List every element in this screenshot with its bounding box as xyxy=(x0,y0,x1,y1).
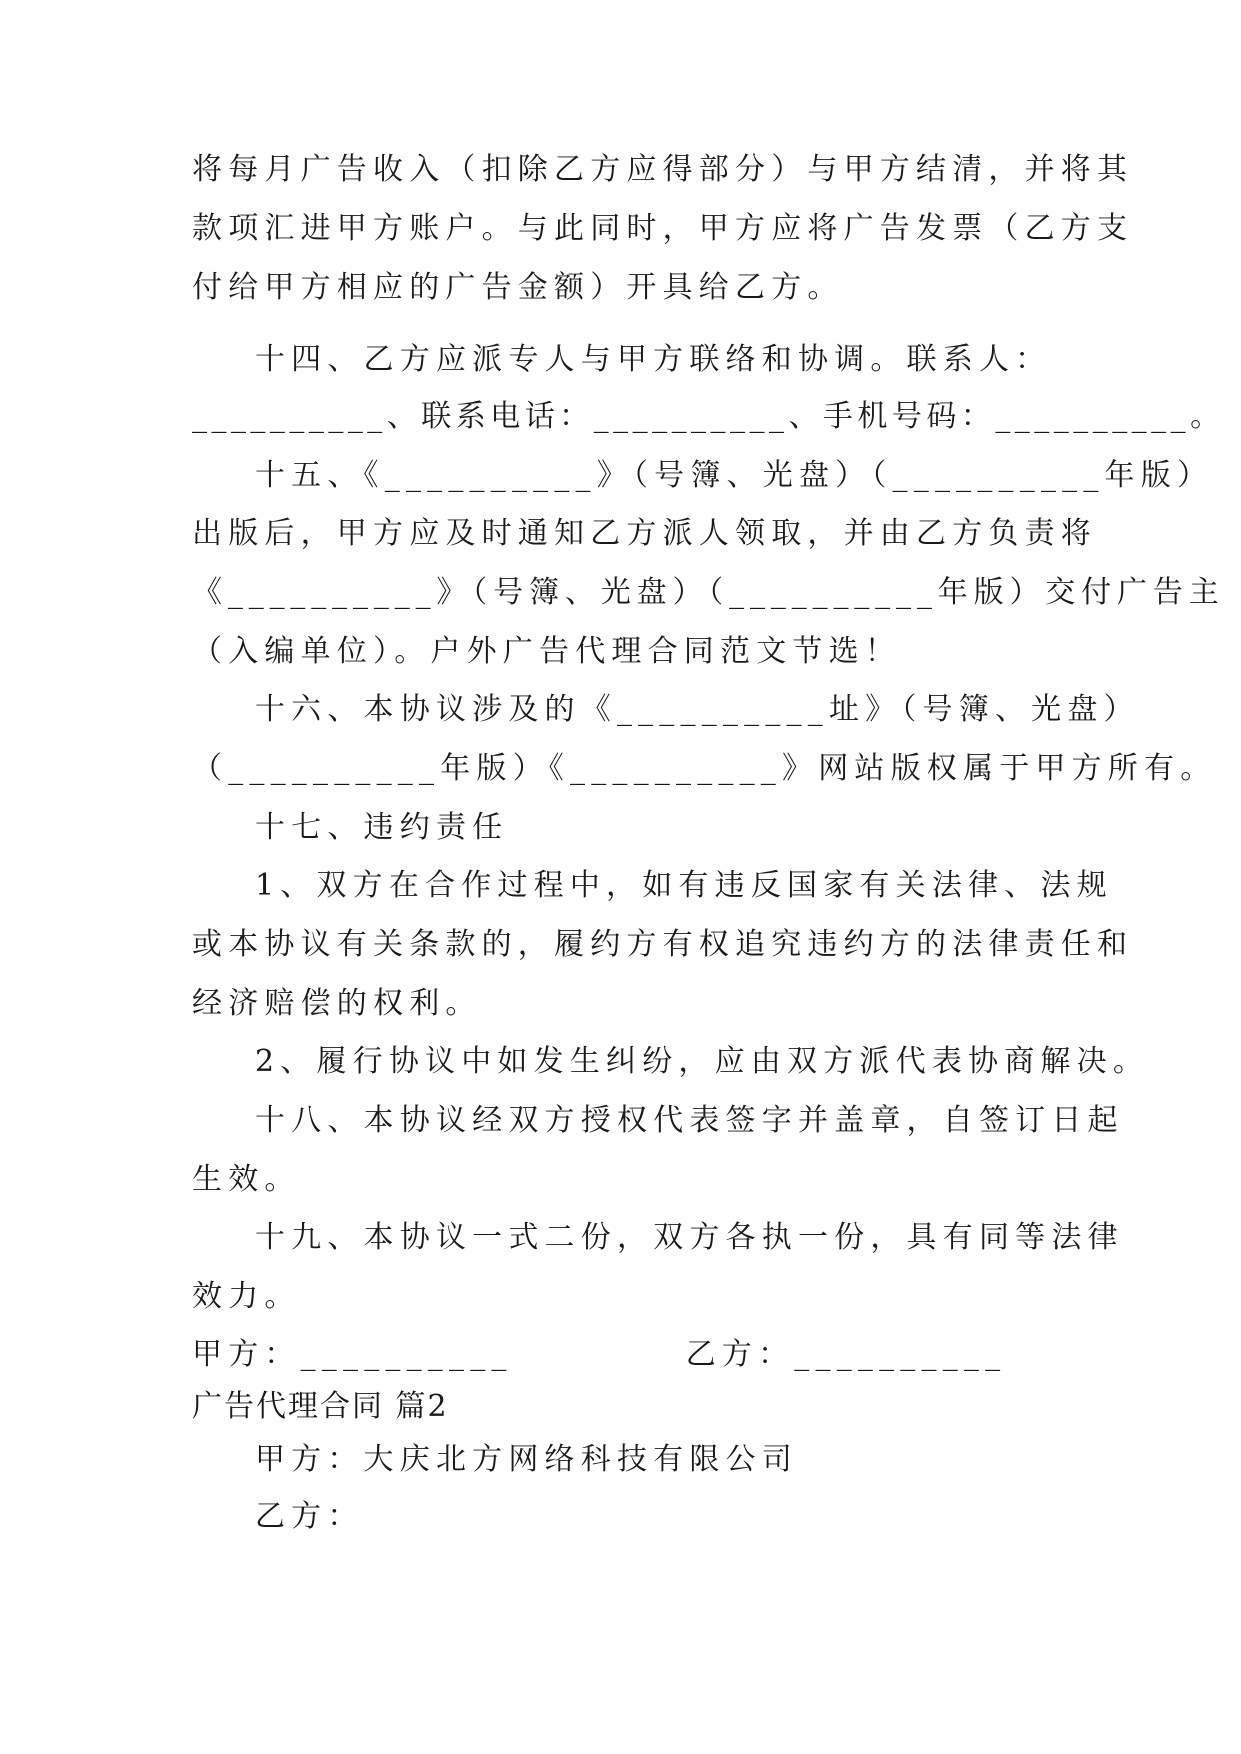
body-text-line: 生效。 xyxy=(192,1162,301,1197)
section-heading: 广告代理合同 篇2 xyxy=(192,1389,449,1424)
body-text-line: 将每月广告收入（扣除乙方应得部分）与甲方结清，并将其 xyxy=(192,152,1134,187)
clause-18-line: 十八、本协议经双方授权代表签字并盖章，自签订日起 xyxy=(192,1103,1124,1138)
clause-17-item-2: 2、履行协议中如发生纠纷，应由双方派代表协商解决。 xyxy=(192,1044,1150,1079)
clause-19-line: 十九、本协议一式二份，双方各执一份，具有同等法律 xyxy=(192,1220,1124,1255)
body-text-line: （入编单位）。户外广告代理合同范文节选！ xyxy=(192,634,901,669)
body-text-line: 《__________》（号簿、光盘）（__________年版）交付广告主 xyxy=(192,575,1225,610)
clause-14-line: 十四、乙方应派专人与甲方联络和协调。联系人： xyxy=(192,342,1052,377)
clause-17-item-1: 1、双方在合作过程中，如有违反国家有关法律、法规 xyxy=(192,868,1113,903)
body-text-line: 出版后，甲方应及时通知乙方派人领取，并由乙方负责将 xyxy=(192,516,1097,551)
contact-fields-line: __________、联系电话：__________、手机号码：__________。 xyxy=(192,399,1225,434)
party-b-line: 乙方： xyxy=(192,1499,364,1534)
party-a-line: 甲方：大庆北方网络科技有限公司 xyxy=(192,1442,798,1477)
clause-16-line: 十六、本协议涉及的《__________址》（号簿、光盘） xyxy=(192,692,1140,727)
signature-line: 甲方：__________ 乙方：__________ xyxy=(192,1337,1007,1372)
body-text-line: 付给甲方相应的广告金额）开具给乙方。 xyxy=(192,270,844,305)
body-text-line: 款项汇进甲方账户。与此同时，甲方应将广告发票（乙方支 xyxy=(192,211,1134,246)
body-text-line: （__________年版）《__________》网站版权属于甲方所有。 xyxy=(192,751,1217,786)
body-text-line: 经济赔偿的权利。 xyxy=(192,986,482,1021)
clause-17-heading: 十七、违约责任 xyxy=(192,810,509,845)
body-text-line: 效力。 xyxy=(192,1279,301,1314)
body-text-line: 或本协议有关条款的，履约方有权追究违约方的法律责任和 xyxy=(192,927,1134,962)
clause-15-line: 十五、《__________》（号簿、光盘）（__________年版） xyxy=(192,458,1214,493)
